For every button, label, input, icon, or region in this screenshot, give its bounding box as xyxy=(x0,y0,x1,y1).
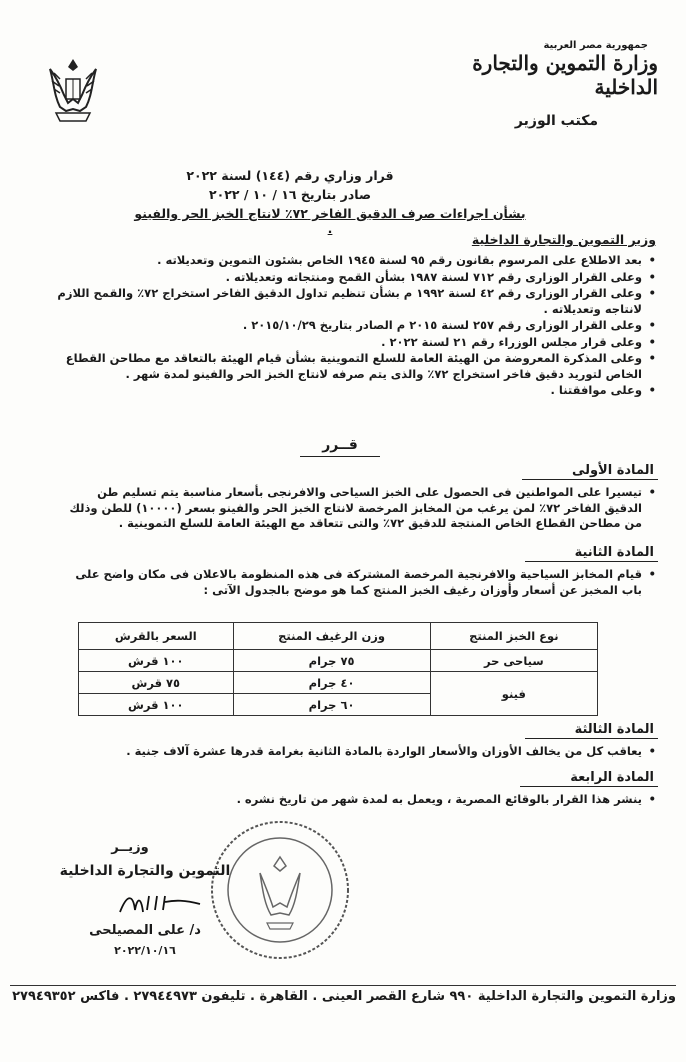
minister-line: وزير التموين والتجارة الداخلية xyxy=(471,232,656,247)
price-table xyxy=(78,622,598,716)
eagle-emblem-icon xyxy=(42,55,104,125)
footer-address: وزارة التموين والتجارة الداخلية ٩٩٠ شارع القصر العينى . القاهرة . تليفون ٢٧٩٤٤٩٧٣ . فاكس ٢٧٩٤٩٣٥٢ xyxy=(10,985,676,1004)
article3-body xyxy=(56,743,656,761)
cell-price: ١٠٠ قرش xyxy=(79,650,234,672)
signature-ministry: التموين والتجارة الداخلية xyxy=(59,863,231,879)
article3-text: • يعاقب كل من يخالف الأوزان والأسعار الواردة بالمادة الثانية بغرامة قدرها عشرة آلاف جنية . xyxy=(56,744,656,760)
preamble-item: • وعلى المذكرة المعروضة من الهيئة العامة للسلع التموينية بشأن قيام الهيئة بالتعاقد مع مطاحن القطاع الخاص لتوريد دقيق فاخر استخراج ٧٢٪ والذى يتم صرفه لانتاج الخبز الحر والفينو لمدة شهر . xyxy=(56,351,656,382)
cell-price: ١٠٠ قرش xyxy=(79,694,234,716)
preamble-item: • وعلى القرار الوزارى رقم ٤٢ لسنة ١٩٩٢ م بشأن تنظيم تداول الدقيق الفاخر استخراج ٧٢٪ والقمح اللازم لانتاجه وتعديلاته . xyxy=(56,286,656,317)
header-loaf-weight: وزن الرغيف المنتج xyxy=(233,623,430,650)
table-row xyxy=(79,650,598,672)
signature-title: وزيــر xyxy=(111,840,149,855)
signature-date: ٢٠٢٢/١٠/١٦ xyxy=(114,944,176,957)
preamble-item: • وعلى القرار الوزارى رقم ٢٥٧ لسنة ٢٠١٥ م الصادر بتاريخ ٢٠١٥/١٠/٢٩ . xyxy=(56,318,656,334)
cell-weight: ٦٠ جرام xyxy=(233,694,430,716)
signature-block xyxy=(45,840,245,957)
header-price: السعر بالقرش xyxy=(79,623,234,650)
cell-price: ٧٥ قرش xyxy=(79,672,234,694)
article4-text: • ينشر هذا القرار بالوقائع المصرية ، ويعمل به لمدة شهر من تاريخ نشره . xyxy=(56,792,656,808)
signatory-name: د/ على المصيلحى xyxy=(89,923,201,938)
office-name: مكتب الوزير xyxy=(514,113,598,129)
header-bread-type: نوع الخبز المنتج xyxy=(430,623,597,650)
cell-weight: ٤٠ جرام xyxy=(233,672,430,694)
cell-type: فينو xyxy=(430,672,597,716)
article1-title: المادة الأولى xyxy=(522,463,658,480)
cell-type: سياحى حر xyxy=(430,650,597,672)
decree-number: قرار وزاري رقم (١٤٤) لسنة ٢٠٢٢ xyxy=(186,168,394,183)
article2-text: • قيام المخابز السياحية والافرنجية المرخصة المشتركة فى هذه المنظومة بالاعلان فى مكان واضح على باب المخبز عن أسعار وأوزان رغيف الخبز المنتج كما هو موضح بالجدول الآتى : xyxy=(56,567,656,598)
ministry-name: وزارة التموين والتجارة الداخلية xyxy=(472,51,658,99)
article2-title: المادة الثانية xyxy=(525,545,658,562)
table-row xyxy=(79,672,598,694)
preamble-item: • بعد الاطلاع على المرسوم بقانون رقم ٩٥ لسنة ١٩٤٥ الخاص بشئون التموين وتعديلاته . xyxy=(56,253,656,269)
decree-date: صادر بتاريخ ١٦ / ١٠ / ٢٠٢٢ xyxy=(208,187,372,202)
article3-title: المادة الثالثة xyxy=(525,722,658,739)
decides-divider xyxy=(300,456,380,457)
decree-subject: بشأن اجراءات صرف الدقيق الفاخر ٧٢٪ لانتاج الخبز الحر والفينو . xyxy=(134,206,526,236)
letterhead xyxy=(418,40,658,129)
article1-text: • تيسيرا على المواطنين فى الحصول على الخبز السياحى والافرنجى بأسعار مناسبة يتم تسليم طن الدقيق الفاخر ٧٢٪ لمن يرغب من المخابز المرخصة لانتاج الخبز الحر والفينو بسعر (١٠٠٠٠) للطن وذلك من مطاحن القطاع الخاص المنتجة للدقيق ٧٢٪ والتى تتعاقد مع الهيئة العامة للسلع التموينية . xyxy=(56,485,656,532)
decides-heading: قــرر xyxy=(322,437,358,453)
article2-body xyxy=(56,566,656,599)
republic-name: جمهورية مصر العربية xyxy=(543,40,648,51)
preamble-item: • وعلى قرار مجلس الوزراء رقم ٢١ لسنة ٢٠٢٢ . xyxy=(56,335,656,351)
cell-weight: ٧٥ جرام xyxy=(233,650,430,672)
article4-title: المادة الرابعة xyxy=(520,770,658,787)
preamble-item: • وعلى موافقتنا . xyxy=(56,383,656,399)
preamble-item: • وعلى القرار الوزارى رقم ٧١٢ لسنة ١٩٨٧ بشأن القمح ومنتجاته وتعديلاته . xyxy=(56,270,656,286)
preamble xyxy=(56,252,656,400)
handwritten-signature-icon xyxy=(115,890,205,920)
table-header-row xyxy=(79,623,598,650)
article1-body xyxy=(56,484,656,533)
article4-body xyxy=(56,791,656,809)
